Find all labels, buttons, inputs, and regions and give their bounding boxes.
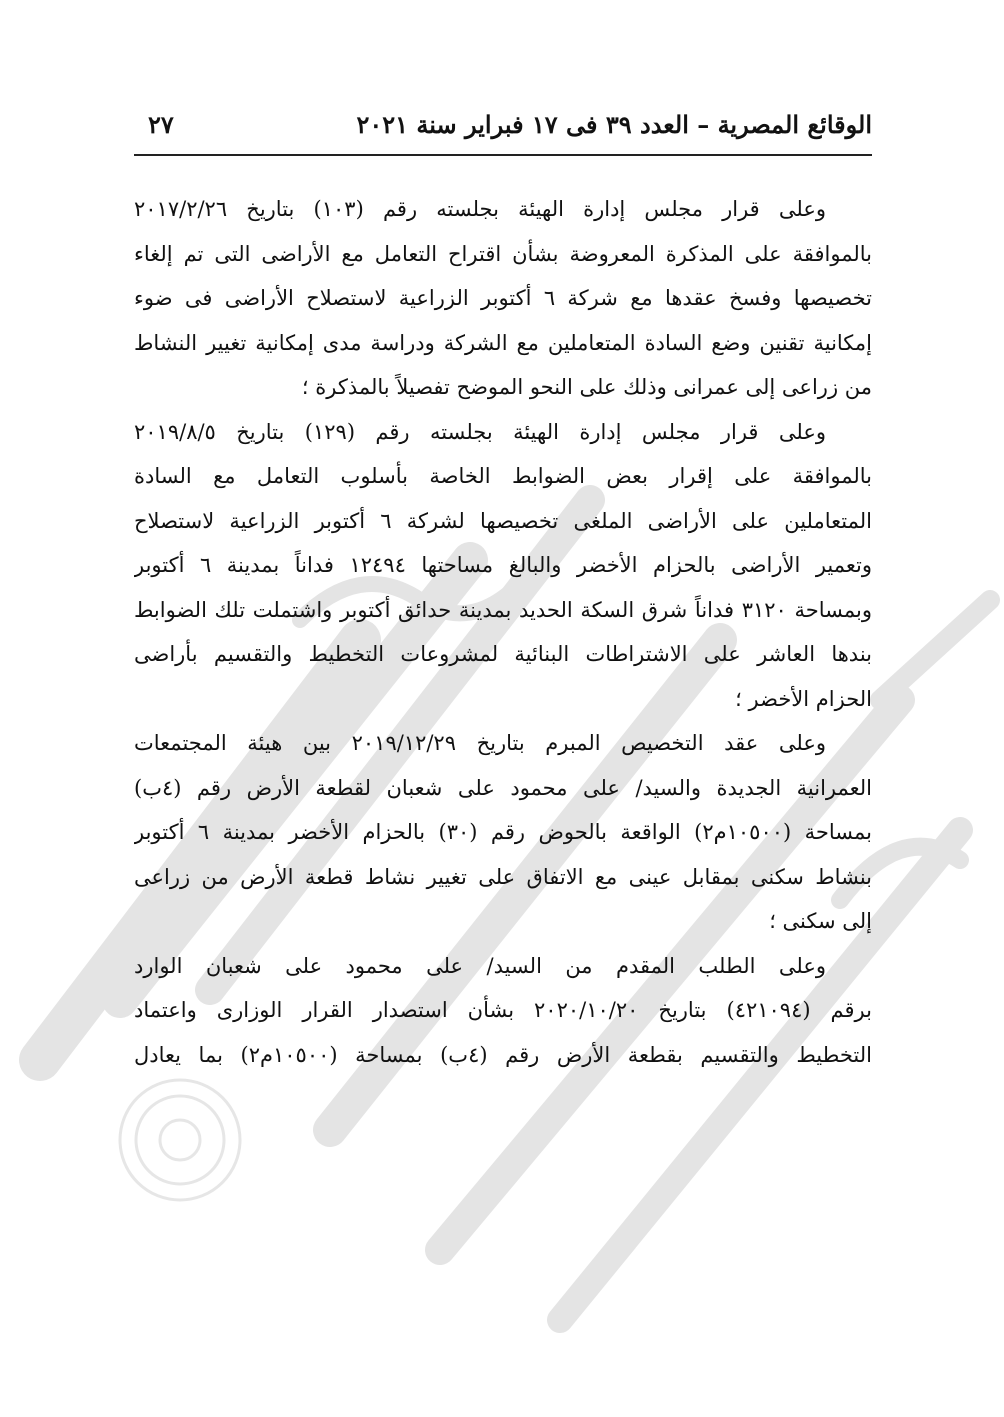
header-title: الوقائع المصرية – العدد ٣٩ فى ١٧ فبراير سنة ٢٠٢١ — [356, 110, 872, 139]
text-line: التخطيط والتقسيم بقطعة الأرض رقم (٤ب) بمساحة (١٠٥٠٠م٢) بما يعادل — [134, 1042, 872, 1067]
text-line: الحزام الأخضر ؛ — [735, 686, 872, 711]
page-header — [134, 110, 872, 150]
paragraph-1 — [134, 187, 872, 410]
paragraph-4 — [134, 944, 872, 1078]
text-line: وعلى قرار مجلس إدارة الهيئة بجلسته رقم (١٠٣) بتاريخ ٢٠١٧/٢/٢٦ — [134, 197, 826, 221]
text-line: إلى سكنى ؛ — [769, 909, 872, 933]
text-line: تخصيصها وفسخ عقدها مع شركة ٦ أكتوبر الزراعية لاستصلاح الأراضى فى ضوء — [134, 286, 872, 310]
paragraph-2 — [134, 410, 872, 722]
text-line: بنشاط سكنى بمقابل عينى مع الاتفاق على تغيير نشاط قطعة الأرض من زراعى — [134, 864, 872, 889]
text-line: وعلى عقد التخصيص المبرم بتاريخ ٢٠١٩/١٢/٢٩ بين هيئة المجتمعات — [134, 731, 826, 755]
watermark-seal-inner — [136, 1096, 224, 1184]
text-line: وتعمير الأراضى بالحزام الأخضر والبالغ مساحتها ١٢٤٩٤ فداناً بمدينة ٦ أكتوبر — [134, 553, 872, 577]
text-line: بمساحة (١٠٥٠٠م٢) الواقعة بالحوض رقم (٣٠) بالحزام الأخضر بمدينة ٦ أكتوبر — [134, 820, 872, 844]
text-line: بالموافقة على إقرار بعض الضوابط الخاصة بأسلوب التعامل مع السادة — [134, 464, 872, 488]
watermark-stroke — [880, 600, 990, 700]
text-line: بالموافقة على المذكرة المعروضة بشأن اقتراح التعامل مع الأراضى التى تم إلغاء — [134, 241, 872, 266]
paragraph-3 — [134, 721, 872, 944]
header-divider — [134, 154, 872, 156]
text-line: العمرانية الجديدة والسيد/ على محمود على شعبان لقطعة الأرض رقم (٤ب) — [134, 775, 872, 800]
watermark-seal-outer — [120, 1080, 240, 1200]
text-line: إمكانية تقنين وضع السادة المتعاملين مع الشركة ودراسة مدى إمكانية تغيير النشاط — [134, 330, 872, 355]
document-body — [134, 187, 872, 1077]
watermark-seal-core — [160, 1120, 200, 1160]
text-line: المتعاملين على الأراضى الملغى تخصيصها لشركة ٦ أكتوبر الزراعية لاستصلاح — [134, 508, 872, 533]
text-line: وعلى قرار مجلس إدارة الهيئة بجلسته رقم (١٢٩) بتاريخ ٢٠١٩/٨/٥ — [134, 419, 826, 444]
text-line: وبمساحة ٣١٢٠ فداناً شرق السكة الحديد بمدينة حدائق أكتوبر واشتملت تلك الضوابط — [134, 597, 872, 622]
text-line: من زراعى إلى عمرانى وذلك على النحو الموضح تفصيلاً بالمذكرة ؛ — [301, 375, 872, 399]
page-number: ٢٧ — [148, 110, 174, 139]
text-line: بندها العاشر على الاشتراطات البنائية لمشروعات التخطيط والتقسيم بأراضى — [134, 642, 872, 666]
text-line: وعلى الطلب المقدم من السيد/ على محمود على شعبان الوارد — [134, 953, 826, 978]
text-line: برقم (٤٢١٠٩٤) بتاريخ ٢٠٢٠/١٠/٢٠ بشأن استصدار القرار الوزارى واعتماد — [134, 998, 872, 1022]
